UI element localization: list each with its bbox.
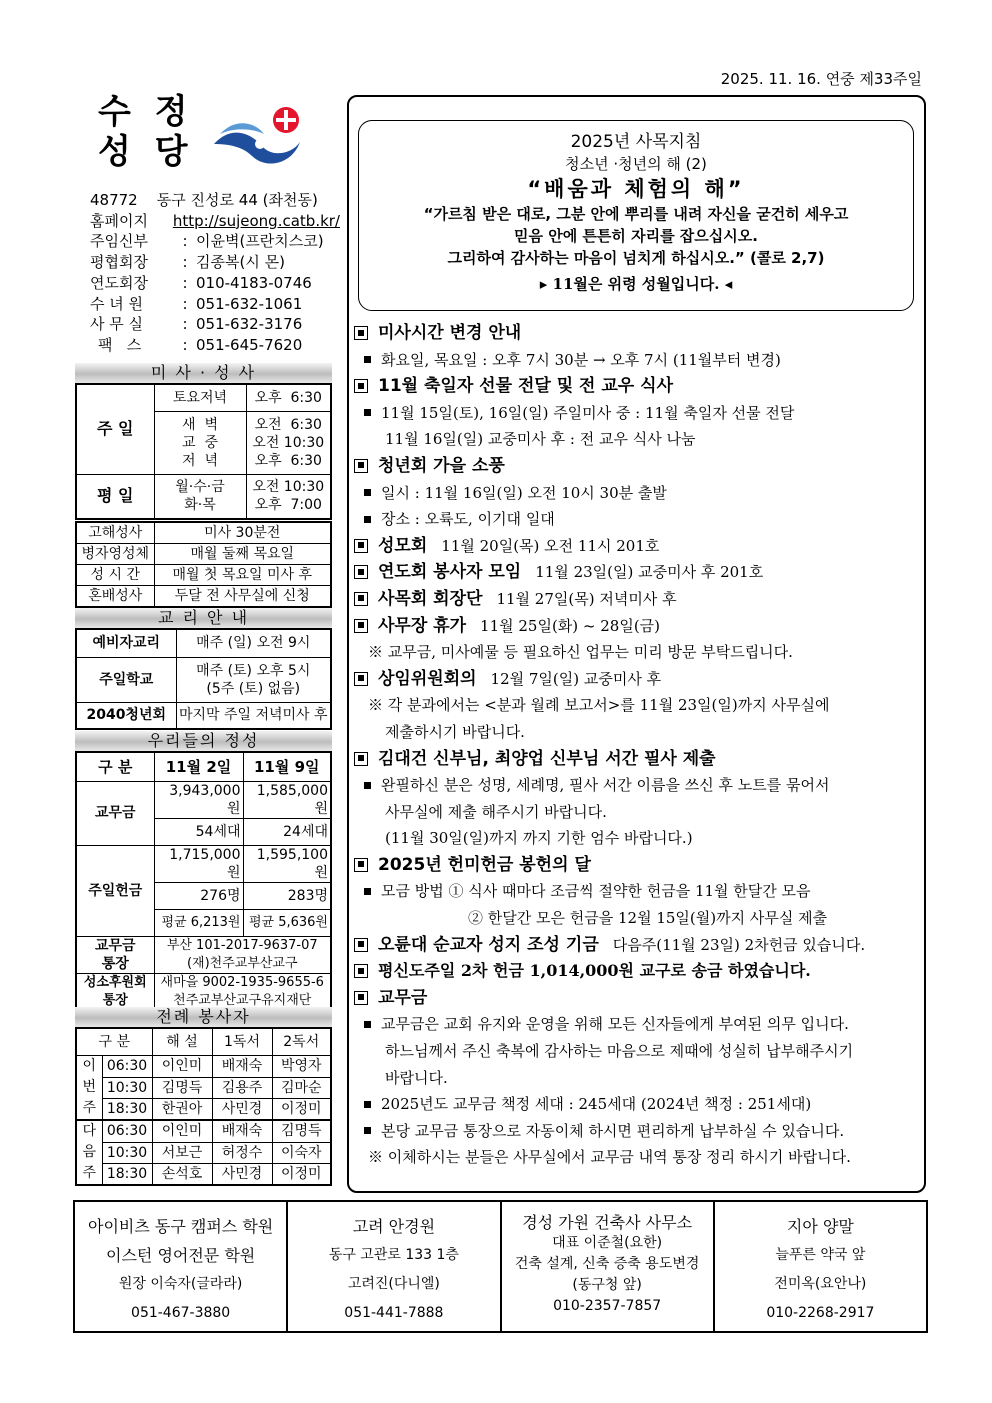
notice-detail: 11월 23일(일) 교중미사 후 201호 <box>535 563 764 582</box>
square-bullet-icon <box>364 1127 371 1134</box>
cell-value: 평균 5,636원 <box>243 909 331 936</box>
info-value: 김종복(시 몬) <box>196 253 285 272</box>
parish-name-line1: 수 정 <box>98 92 194 132</box>
catechism-label: 주일학교 <box>76 657 176 702</box>
square-bullet-icon <box>364 356 371 363</box>
notice-line <box>352 426 922 453</box>
catechism-value: 매주 (일) 오전 9시 <box>176 629 331 657</box>
ad-line: 이스턴 영어전문 학원 <box>105 1246 256 1265</box>
notice-detail: 12월 7일(일) 교중미사 후 <box>490 669 662 688</box>
square-bullet-icon <box>364 409 371 416</box>
catechism-label: 2040청년회 <box>76 702 176 729</box>
notice-heading <box>352 453 922 480</box>
notice-line <box>352 400 922 427</box>
ad-line: 고려진(다니엘) <box>347 1276 440 1292</box>
notice-line <box>352 639 922 666</box>
mass-time: 오전 10:30 <box>252 434 325 451</box>
notice-heading <box>352 666 922 693</box>
info-row <box>90 273 340 294</box>
checkbox-bullet-icon <box>354 964 368 978</box>
notice-text: 교무금은 교회 유지와 운영을 위해 모든 신자들에게 부여된 의무 입니다. <box>381 1015 849 1034</box>
notice-text: 2025년도 교무금 책정 세대 : 245세대 (2024년 책정 : 251세대) <box>381 1095 812 1114</box>
minister-name: 사민경 <box>212 1163 272 1185</box>
column-header: 구 분 <box>76 1028 152 1056</box>
mass-time: 06:30 <box>102 1056 152 1077</box>
notice-heading <box>352 559 922 586</box>
ad-line: 대표 이준철(요한) <box>552 1235 663 1251</box>
notice-line <box>352 719 922 746</box>
notice-text: 화요일, 목요일 : 오후 7시 30분 → 오후 7시 (11월부터 변경) <box>381 350 781 369</box>
mass-name: 토요저녁 <box>154 384 246 411</box>
notice-line <box>352 1065 922 1092</box>
notice-title: 상임위원회의 <box>378 668 477 689</box>
notice-line <box>352 799 922 826</box>
notice-title: 연도회 봉사자 모임 <box>378 562 522 583</box>
notice-text: 사무실에 제출 해주시기 바랍니다. <box>385 802 607 821</box>
ministers-section-title: 전례 봉사자 <box>75 1007 332 1027</box>
week-label <box>76 1056 102 1121</box>
square-bullet-icon <box>364 888 371 895</box>
minister-name: 허정수 <box>212 1142 272 1163</box>
sacrament-label: 혼배성사 <box>76 585 154 607</box>
info-value: 051-632-3176 <box>196 315 303 334</box>
notice-text: ② 한달간 모은 헌금을 12월 15일(월)까지 사무실 제출 <box>468 909 828 928</box>
info-label: 주임신부 <box>90 232 148 251</box>
square-bullet-icon <box>364 1021 371 1028</box>
column-header: 11월 9일 <box>243 752 331 781</box>
colon: : <box>182 253 188 272</box>
minister-row <box>76 1120 331 1142</box>
cell-value: 1,585,000원 <box>243 781 331 818</box>
sacraments-table <box>75 521 332 608</box>
sacrament-value: 매월 둘째 목요일 <box>154 544 331 565</box>
homepage-row <box>90 211 340 232</box>
cell-value: 1,715,000원 <box>154 845 243 882</box>
ad-line: 건축 설계, 신축 증축 용도변경 <box>514 1256 700 1272</box>
notice-title: 사무장 휴가 <box>378 615 467 636</box>
ad-line: 동구 고관로 133 1층 <box>328 1247 459 1263</box>
minister-name: 이정미 <box>272 1098 331 1120</box>
motto-quote: “가르침 받은 대로, 그분 안에 뿌리를 내려 자신을 굳건히 세우고 <box>423 205 849 223</box>
mass-names <box>154 474 246 519</box>
checkbox-bullet-icon <box>354 459 368 473</box>
minister-name: 김명득 <box>152 1077 212 1098</box>
sponsor-ad <box>288 1202 501 1331</box>
week-label-char: 주 <box>82 1165 97 1182</box>
minister-name: 김명득 <box>272 1120 331 1142</box>
checkbox-bullet-icon <box>354 938 368 952</box>
mass-name: 화·목 <box>184 497 216 514</box>
notice-line <box>352 1091 922 1118</box>
notice-heading <box>352 852 922 879</box>
mass-name: 새 벽 <box>182 416 218 433</box>
notice-heading <box>352 746 922 773</box>
cell-value: 1,595,100원 <box>243 845 331 882</box>
notice-note: ※ 각 분과에서는 <분과 월례 보고서>를 11월 23일(일)까지 사무실에 <box>368 696 830 715</box>
weekday-label: 평 일 <box>76 474 154 519</box>
colon: : <box>182 232 188 251</box>
notice-note: ※ 이체하시는 분들은 사무실에서 교무금 내역 통장 정리 하시기 바랍니다. <box>368 1148 851 1167</box>
offering-table <box>75 751 332 1012</box>
colon: : <box>182 273 188 292</box>
catechism-table <box>75 628 332 730</box>
square-bullet-icon <box>364 1101 371 1108</box>
notice-line <box>352 1118 922 1145</box>
notice-text: 바랍니다. <box>385 1068 448 1087</box>
cell-value: 276명 <box>154 882 243 909</box>
ad-line: 전미옥(요안나) <box>774 1276 867 1292</box>
sacrament-value: 두달 전 사무실에 신청 <box>154 585 331 607</box>
minister-row <box>76 1077 331 1098</box>
mass-time: 오후 7:00 <box>254 497 322 514</box>
mass-name: 저 녁 <box>182 452 218 469</box>
checkbox-bullet-icon <box>354 565 368 579</box>
sacrament-label: 성 시 간 <box>76 564 154 585</box>
label-line: 성소후원회 <box>83 974 147 990</box>
notice-title: 11월 축일자 선물 전달 및 전 교우 식사 <box>378 376 673 397</box>
notice-heading <box>352 533 922 560</box>
notice-title: 사목회 회장단 <box>378 588 483 609</box>
notice-line <box>352 1038 922 1065</box>
info-label: 연도회장 <box>90 273 148 292</box>
minister-name: 이인미 <box>152 1056 212 1077</box>
info-label: 사 무 실 <box>90 315 144 334</box>
notice-text: 11월 15일(토), 16일(일) 주일미사 중 : 11월 축일자 선물 전달 <box>381 403 795 422</box>
mass-name: 교 중 <box>182 434 218 451</box>
info-value: 이윤벽(프란치스코) <box>196 232 324 251</box>
notice-title: 청년회 가을 소풍 <box>378 455 505 476</box>
info-label: 수 녀 원 <box>90 294 144 313</box>
checkbox-bullet-icon <box>354 619 368 633</box>
motto-quote: 믿음 안에 튼튼히 자리를 잡으십시오. <box>514 227 758 245</box>
mass-time: 06:30 <box>102 1120 152 1142</box>
column-header: 2독서 <box>272 1028 331 1056</box>
mass-names <box>154 411 246 474</box>
minister-name: 김마순 <box>272 1077 331 1098</box>
mass-times <box>246 411 331 474</box>
notice-note: ※ 교무금, 미사예물 등 필요하신 업무는 미리 방문 부탁드립니다. <box>368 643 793 662</box>
notice-title: 교무금 <box>378 987 428 1008</box>
issue-date: 2025. 11. 16. 연중 제33주일 <box>720 70 922 88</box>
mass-schedule-table <box>75 383 332 520</box>
checkbox-bullet-icon <box>354 379 368 393</box>
mass-time: 18:30 <box>102 1098 152 1120</box>
notice-text: 모금 방법 ① 식사 때마다 조금씩 절약한 헌금을 11월 한달간 모음 <box>381 882 811 901</box>
week-label-char: 주 <box>82 1100 97 1117</box>
notice-heading <box>352 958 922 985</box>
notice-detail: 11월 20일(목) 오전 11시 201호 <box>441 536 660 555</box>
sacrament-value: 매월 첫 목요일 미사 후 <box>154 564 331 585</box>
mass-time: 오후 6:30 <box>254 452 322 469</box>
catechism-label: 예비자교리 <box>76 629 176 657</box>
notice-text: 장소 : 오륙도, 이기대 일대 <box>381 510 555 529</box>
notice-heading <box>352 373 922 400</box>
info-value: 051-645-7620 <box>196 335 303 354</box>
motto-quote: 그리하여 감사하는 마음이 넘치게 하십시오.” (콜로 2,7) <box>447 249 825 267</box>
week-label-char: 번 <box>82 1079 97 1096</box>
ad-line: (동구청 앞) <box>572 1277 642 1293</box>
mass-time: 오전 6:30 <box>254 416 322 433</box>
minister-row <box>76 1098 331 1120</box>
ad-line: 원장 이숙자(글라라) <box>118 1276 243 1292</box>
notice-line <box>352 480 922 507</box>
sponsor-ad <box>75 1202 288 1331</box>
account-holder: 천주교부산교구유지재단 <box>173 992 312 1008</box>
notice-title: 평신도주일 2차 헌금 1,014,000원 교구로 송금 하였습니다. <box>378 961 811 981</box>
catechism-section-title: 교 리 안 내 <box>75 608 332 628</box>
info-row <box>90 252 340 273</box>
week-label-char: 다 <box>82 1123 97 1140</box>
row-label: 교무금 <box>76 781 154 845</box>
square-bullet-icon <box>364 782 371 789</box>
minister-name: 배재숙 <box>212 1056 272 1077</box>
mass-name: 월·수·금 <box>175 479 225 496</box>
week-label-char: 음 <box>82 1144 97 1161</box>
minister-name: 박영자 <box>272 1056 331 1077</box>
checkbox-bullet-icon <box>354 672 368 686</box>
column-header: 구 분 <box>76 752 154 781</box>
offering-section-title: 우리들의 정성 <box>75 731 332 751</box>
column-header: 해 설 <box>152 1028 212 1056</box>
sacrament-label: 고해성사 <box>76 522 154 544</box>
catechism-value <box>176 657 331 702</box>
minister-name: 이인미 <box>152 1120 212 1142</box>
notice-detail: 11월 25일(화) ~ 28일(금) <box>480 616 661 635</box>
square-bullet-icon <box>364 489 371 496</box>
info-row <box>90 294 340 315</box>
mass-time: 10:30 <box>102 1077 152 1098</box>
notice-title: 성모회 <box>378 535 428 556</box>
mass-section-title: 미 사 · 성 사 <box>75 363 332 383</box>
ad-line: 늘푸른 약국 앞 <box>775 1247 866 1263</box>
notice-title: 오륜대 순교자 성지 조성 기금 <box>378 934 599 955</box>
account-number: 새마을 9002-1935-9655-6 <box>160 974 324 990</box>
info-label: 팩 스 <box>98 335 142 354</box>
notice-line <box>352 878 922 905</box>
info-label: 홈페이지 <box>90 211 148 230</box>
notice-detail: 11월 27일(목) 저녁미사 후 <box>496 589 677 608</box>
sunday-label: 주 일 <box>76 384 154 474</box>
catechism-value: 마지막 주일 저녁미사 후 <box>176 702 331 729</box>
notice-line <box>352 506 922 533</box>
notice-text: 11월 16일(일) 교중미사 후 : 전 교우 식사 나눔 <box>385 430 696 449</box>
row-label <box>76 936 154 973</box>
cell-value: 24세대 <box>243 818 331 845</box>
notice-text: 하느님께서 주신 축복에 감사하는 마음으로 제때에 성실히 납부해주시기 <box>385 1042 854 1061</box>
account-value <box>154 936 331 973</box>
account-value <box>154 973 331 1011</box>
mass-time: 오전 10:30 <box>252 479 325 496</box>
parish-logo-icon <box>212 104 304 168</box>
motto-theme: 청소년 ·청년의 해 (2) <box>565 155 707 173</box>
ad-line: 아이비츠 동구 캠퍼스 학원 <box>87 1217 274 1236</box>
parish-name-line2: 성 당 <box>98 132 194 172</box>
info-row <box>90 314 340 335</box>
cell-value: 283명 <box>243 882 331 909</box>
notice-text: 완필하신 분은 성명, 세례명, 필사 서간 이름을 쓰신 후 노트를 묶어서 <box>381 776 830 795</box>
row-label: 주일헌금 <box>76 845 154 936</box>
sacrament-value: 미사 30분전 <box>154 522 331 544</box>
minister-name: 이정미 <box>272 1163 331 1185</box>
notice-line <box>352 347 922 374</box>
minister-name: 사민경 <box>212 1098 272 1120</box>
ad-line: 051-441-7888 <box>344 1305 444 1321</box>
week-label-char: 이 <box>82 1058 97 1075</box>
ad-line: 010-2357-7857 <box>553 1298 662 1314</box>
address: 48772 동구 진성로 44 (좌천동) <box>90 191 318 209</box>
cell-value: 평균 6,213원 <box>154 909 243 936</box>
minister-name: 이숙자 <box>272 1142 331 1163</box>
notice-line <box>352 1011 922 1038</box>
mass-time: 18:30 <box>102 1163 152 1185</box>
sponsor-ad <box>715 1202 926 1331</box>
column-header: 1독서 <box>212 1028 272 1056</box>
info-row <box>90 335 340 356</box>
homepage-link[interactable]: http://sujeong.catb.kr/ <box>172 211 340 230</box>
checkbox-bullet-icon <box>354 752 368 766</box>
motto-month: ▸ 11월은 위령 성월입니다. ◂ <box>539 275 733 293</box>
notice-heading <box>352 613 922 640</box>
minister-name: 한권아 <box>152 1098 212 1120</box>
sponsor-ad <box>502 1202 715 1331</box>
ad-line: 경성 가원 건축사 사무소 <box>522 1213 693 1232</box>
minister-row <box>76 1142 331 1163</box>
checkbox-bullet-icon <box>354 858 368 872</box>
checkbox-bullet-icon <box>354 991 368 1005</box>
notice-text: 본당 교무금 통장으로 자동이체 하시면 편리하게 납부하실 수 있습니다. <box>381 1121 845 1140</box>
minister-name: 김용주 <box>212 1077 272 1098</box>
mass-times <box>246 474 331 519</box>
parish-info <box>90 190 340 356</box>
ad-line: 고려 안경원 <box>352 1217 436 1236</box>
checkbox-bullet-icon <box>354 539 368 553</box>
notice-heading <box>352 320 922 347</box>
mass-time: 오후 6:30 <box>246 384 331 411</box>
notice-text: (11월 30일(일)까지 까지 기한 엄수 바랍니다.) <box>385 829 693 848</box>
pastoral-motto-box <box>358 120 914 311</box>
notice-text: 일시 : 11월 16일(일) 오전 10시 30분 출발 <box>381 483 667 502</box>
notice-line <box>352 692 922 719</box>
notices-list <box>352 320 922 1171</box>
minister-row <box>76 1163 331 1185</box>
minister-name: 서보근 <box>152 1142 212 1163</box>
info-row <box>90 231 340 252</box>
notice-text: 제출하시기 바랍니다. <box>385 722 525 741</box>
row-label <box>76 973 154 1011</box>
sponsor-ads <box>73 1200 928 1333</box>
info-label: 평협회장 <box>90 253 148 272</box>
motto-year: 2025년 사목지침 <box>570 132 702 152</box>
ministers-table <box>75 1027 332 1186</box>
notice-heading <box>352 985 922 1012</box>
minister-name: 손석호 <box>152 1163 212 1185</box>
motto-title: “배움과 체험의 해” <box>527 177 745 201</box>
notice-line <box>352 1144 922 1171</box>
catechism-line: (5주 (토) 없음) <box>206 680 301 697</box>
notice-title: 김대건 신부님, 최양업 신부님 서간 필사 제출 <box>378 748 716 769</box>
checkbox-bullet-icon <box>354 592 368 606</box>
cell-value: 3,943,000원 <box>154 781 243 818</box>
mass-time: 10:30 <box>102 1142 152 1163</box>
notice-detail: 다음주(11월 23일) 2차헌금 있습니다. <box>612 935 866 954</box>
notice-title: 미사시간 변경 안내 <box>378 323 522 343</box>
notice-title: 2025년 헌미헌금 봉헌의 달 <box>378 854 591 875</box>
cell-value: 54세대 <box>154 818 243 845</box>
parish-name <box>98 92 194 172</box>
label-line: 교무금 <box>94 937 136 954</box>
checkbox-bullet-icon <box>354 326 368 340</box>
colon: : <box>182 294 188 313</box>
notice-heading <box>352 586 922 613</box>
notice-line <box>352 772 922 799</box>
week-label <box>76 1120 102 1185</box>
ad-line: 지아 양말 <box>786 1217 854 1236</box>
notice-heading <box>352 932 922 959</box>
minister-name: 배재숙 <box>212 1120 272 1142</box>
column-header: 11월 2일 <box>154 752 243 781</box>
label-line: 통장 <box>102 992 128 1008</box>
catechism-line: 매주 (토) 오후 5시 <box>196 662 311 679</box>
account-holder: (재)천주교부산교구 <box>186 955 298 971</box>
ad-line: 010-2268-2917 <box>766 1305 875 1321</box>
info-value: 010-4183-0746 <box>196 273 312 292</box>
ad-line: 051-467-3880 <box>131 1305 231 1321</box>
colon: : <box>182 315 188 334</box>
info-value: 051-632-1061 <box>196 294 303 313</box>
label-line: 통장 <box>101 955 129 972</box>
account-number: 부산 101-2017-9637-07 <box>166 937 318 953</box>
square-bullet-icon <box>364 516 371 523</box>
colon: : <box>182 335 188 354</box>
notice-line <box>352 905 922 932</box>
sacrament-label: 병자영성체 <box>76 544 154 565</box>
minister-row <box>76 1056 331 1077</box>
notice-line <box>352 825 922 852</box>
